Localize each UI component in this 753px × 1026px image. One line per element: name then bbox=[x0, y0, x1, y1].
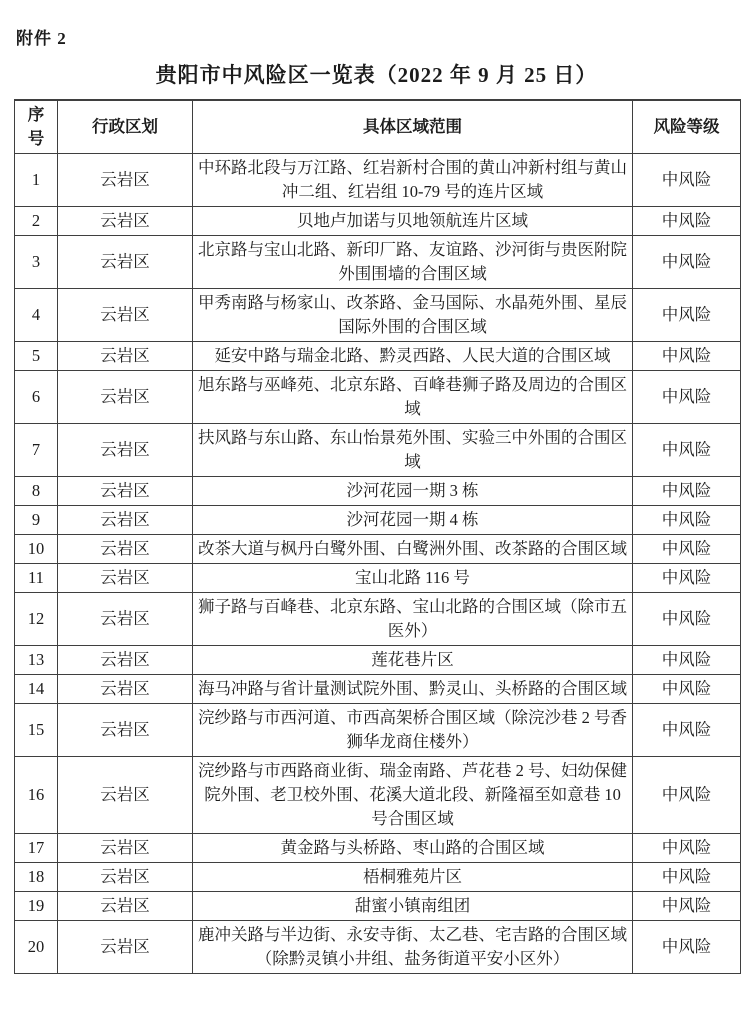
cell-area: 延安中路与瑞金北路、黔灵西路、人民大道的合围区域 bbox=[193, 342, 633, 371]
cell-district: 云岩区 bbox=[58, 289, 193, 342]
cell-risk: 中风险 bbox=[633, 289, 741, 342]
cell-district: 云岩区 bbox=[58, 535, 193, 564]
table-row bbox=[15, 207, 741, 236]
cell-district: 云岩区 bbox=[58, 477, 193, 506]
cell-area: 中环路北段与万江路、红岩新村合围的黄山冲新村组与黄山冲二组、红岩组 10-79 号的连片区域 bbox=[193, 154, 633, 207]
cell-area: 扶风路与东山路、东山怡景苑外围、实验三中外围的合围区域 bbox=[193, 424, 633, 477]
cell-district: 云岩区 bbox=[58, 236, 193, 289]
table-row bbox=[15, 863, 741, 892]
cell-risk: 中风险 bbox=[633, 154, 741, 207]
cell-area: 莲花巷片区 bbox=[193, 646, 633, 675]
table-row bbox=[15, 834, 741, 863]
cell-district: 云岩区 bbox=[58, 593, 193, 646]
table-row bbox=[15, 236, 741, 289]
attachment-label: 附件 2 bbox=[16, 29, 67, 48]
cell-area: 海马冲路与省计量测试院外围、黔灵山、头桥路的合围区域 bbox=[193, 675, 633, 704]
cell-district: 云岩区 bbox=[58, 646, 193, 675]
cell-area: 浣纱路与市西河道、市西高架桥合围区域（除浣沙巷 2 号香狮华龙商住楼外） bbox=[193, 704, 633, 757]
cell-risk: 中风险 bbox=[633, 834, 741, 863]
table-body bbox=[15, 154, 741, 974]
cell-area: 贝地卢加诺与贝地领航连片区域 bbox=[193, 207, 633, 236]
cell-risk: 中风险 bbox=[633, 646, 741, 675]
cell-risk: 中风险 bbox=[633, 207, 741, 236]
cell-risk: 中风险 bbox=[633, 593, 741, 646]
cell-area: 黄金路与头桥路、枣山路的合围区域 bbox=[193, 834, 633, 863]
cell-area: 甜蜜小镇南组团 bbox=[193, 892, 633, 921]
cell-no: 1 bbox=[15, 154, 58, 207]
cell-area: 沙河花园一期 3 栋 bbox=[193, 477, 633, 506]
table-row bbox=[15, 289, 741, 342]
cell-no: 7 bbox=[15, 424, 58, 477]
cell-no: 4 bbox=[15, 289, 58, 342]
cell-risk: 中风险 bbox=[633, 921, 741, 974]
cell-district: 云岩区 bbox=[58, 704, 193, 757]
cell-risk: 中风险 bbox=[633, 675, 741, 704]
cell-area: 北京路与宝山北路、新印厂路、友谊路、沙河街与贵医附院外围围墙的合围区域 bbox=[193, 236, 633, 289]
cell-area: 改茶大道与枫丹白鹭外围、白鹭洲外围、改茶路的合围区域 bbox=[193, 535, 633, 564]
cell-risk: 中风险 bbox=[633, 704, 741, 757]
cell-no: 20 bbox=[15, 921, 58, 974]
table-row bbox=[15, 154, 741, 207]
cell-risk: 中风险 bbox=[633, 342, 741, 371]
cell-no: 14 bbox=[15, 675, 58, 704]
cell-area: 狮子路与百峰巷、北京东路、宝山北路的合围区域（除市五医外） bbox=[193, 593, 633, 646]
table-row bbox=[15, 921, 741, 974]
cell-district: 云岩区 bbox=[58, 154, 193, 207]
cell-no: 19 bbox=[15, 892, 58, 921]
cell-area: 沙河花园一期 4 栋 bbox=[193, 506, 633, 535]
header-row bbox=[15, 100, 741, 154]
cell-district: 云岩区 bbox=[58, 863, 193, 892]
cell-risk: 中风险 bbox=[633, 424, 741, 477]
cell-no: 16 bbox=[15, 757, 58, 834]
cell-district: 云岩区 bbox=[58, 342, 193, 371]
cell-district: 云岩区 bbox=[58, 675, 193, 704]
header-area: 具体区域范围 bbox=[193, 100, 633, 154]
header-no: 序号 bbox=[15, 100, 58, 154]
cell-risk: 中风险 bbox=[633, 506, 741, 535]
table-row bbox=[15, 564, 741, 593]
cell-area: 甲秀南路与杨家山、改茶路、金马国际、水晶苑外围、星辰国际外围的合围区域 bbox=[193, 289, 633, 342]
cell-district: 云岩区 bbox=[58, 424, 193, 477]
cell-area: 梧桐雅苑片区 bbox=[193, 863, 633, 892]
cell-district: 云岩区 bbox=[58, 834, 193, 863]
cell-risk: 中风险 bbox=[633, 236, 741, 289]
cell-risk: 中风险 bbox=[633, 892, 741, 921]
cell-no: 10 bbox=[15, 535, 58, 564]
cell-no: 13 bbox=[15, 646, 58, 675]
cell-no: 5 bbox=[15, 342, 58, 371]
header-risk: 风险等级 bbox=[633, 100, 741, 154]
cell-no: 18 bbox=[15, 863, 58, 892]
cell-district: 云岩区 bbox=[58, 757, 193, 834]
cell-no: 8 bbox=[15, 477, 58, 506]
cell-district: 云岩区 bbox=[58, 207, 193, 236]
cell-no: 12 bbox=[15, 593, 58, 646]
cell-no: 6 bbox=[15, 371, 58, 424]
cell-district: 云岩区 bbox=[58, 506, 193, 535]
cell-no: 9 bbox=[15, 506, 58, 535]
cell-risk: 中风险 bbox=[633, 535, 741, 564]
cell-area: 旭东路与巫峰苑、北京东路、百峰巷狮子路及周边的合围区域 bbox=[193, 371, 633, 424]
table-row bbox=[15, 477, 741, 506]
cell-no: 17 bbox=[15, 834, 58, 863]
table-row bbox=[15, 342, 741, 371]
page-title: 贵阳市中风险区一览表（2022 年 9 月 25 日） bbox=[155, 63, 598, 87]
cell-risk: 中风险 bbox=[633, 863, 741, 892]
cell-risk: 中风险 bbox=[633, 371, 741, 424]
cell-area: 宝山北路 116 号 bbox=[193, 564, 633, 593]
table-row bbox=[15, 704, 741, 757]
table-row bbox=[15, 675, 741, 704]
table-row bbox=[15, 371, 741, 424]
table-row bbox=[15, 506, 741, 535]
header-district: 行政区划 bbox=[58, 100, 193, 154]
table-row bbox=[15, 424, 741, 477]
cell-district: 云岩区 bbox=[58, 371, 193, 424]
table-row bbox=[15, 892, 741, 921]
cell-area: 浣纱路与市西路商业街、瑞金南路、芦花巷 2 号、妇幼保健院外围、老卫校外围、花溪大道北段、新隆福至如意巷 10 号合围区域 bbox=[193, 757, 633, 834]
cell-district: 云岩区 bbox=[58, 921, 193, 974]
cell-risk: 中风险 bbox=[633, 757, 741, 834]
cell-no: 15 bbox=[15, 704, 58, 757]
cell-no: 2 bbox=[15, 207, 58, 236]
cell-no: 11 bbox=[15, 564, 58, 593]
risk-area-table bbox=[14, 99, 741, 974]
table-row bbox=[15, 646, 741, 675]
table-row bbox=[15, 757, 741, 834]
cell-risk: 中风险 bbox=[633, 477, 741, 506]
cell-no: 3 bbox=[15, 236, 58, 289]
cell-area: 鹿冲关路与半边街、永安寺街、太乙巷、宅吉路的合围区域（除黔灵镇小井组、盐务街道平安小区外） bbox=[193, 921, 633, 974]
cell-risk: 中风险 bbox=[633, 564, 741, 593]
cell-district: 云岩区 bbox=[58, 564, 193, 593]
cell-district: 云岩区 bbox=[58, 892, 193, 921]
table-row bbox=[15, 535, 741, 564]
table-row bbox=[15, 593, 741, 646]
table-header bbox=[15, 100, 741, 154]
